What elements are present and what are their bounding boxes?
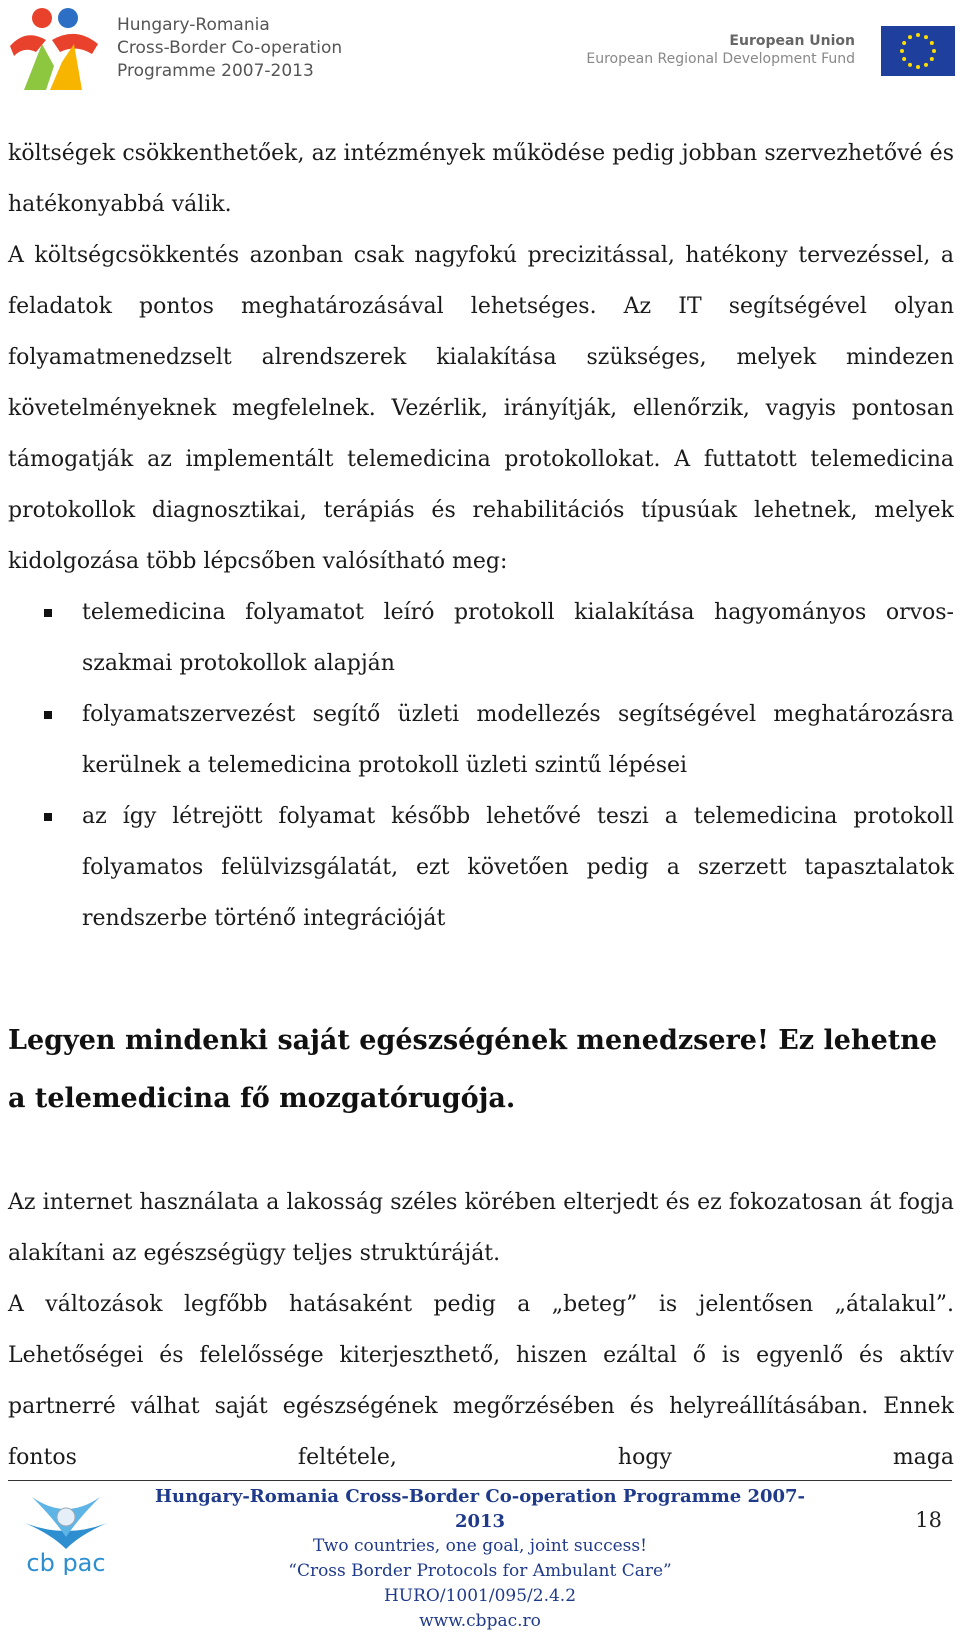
bullet-list xyxy=(8,587,954,944)
bullet-icon xyxy=(44,711,52,719)
eu-star-icon xyxy=(930,57,934,61)
footer-slogan: Two countries, one goal, joint success! xyxy=(313,1536,647,1556)
programme-title-line: Cross-Border Co-operation xyxy=(117,38,343,58)
cbpac-logo-icon xyxy=(12,1491,120,1575)
paragraph: költségek csökkenthetőek, az intézmények működése pedig jobban szervezhetővé és hatékonyabbá válik. xyxy=(8,141,954,217)
eu-label xyxy=(586,32,855,68)
footer-title: Hungary-Romania Cross-Border Co-operation Programme 2007-2013 xyxy=(154,1486,806,1532)
list-item xyxy=(8,587,954,689)
eu-star-icon xyxy=(930,41,934,45)
list-item xyxy=(8,791,954,944)
bullet-icon xyxy=(44,609,52,617)
footer-url[interactable]: www.cbpac.ro xyxy=(419,1611,541,1631)
cbpac-logo-text: cb pac xyxy=(26,1549,106,1575)
main-content xyxy=(8,128,954,944)
eu-star-icon xyxy=(902,41,906,45)
eu-star-icon xyxy=(916,65,920,69)
footer-code: HURO/1001/095/2.4.2 xyxy=(383,1586,577,1606)
eu-star-icon xyxy=(908,63,912,67)
eu-line-2: European Regional Development Fund xyxy=(586,51,855,67)
bullet-icon xyxy=(44,813,52,821)
paragraph: A változások legfőbb hatásaként pedig a „beteg” is jelentősen „átalakul”. Lehetőségei és felelőssége kiterjeszthető, hiszen ezáltal ő is egyenlő és aktív partnerré válhat saját egészségének megőrzésében és helyreállításában. Ennek fontos feltétele, hogy maga xyxy=(8,1292,954,1470)
list-item-text: folyamatszervezést segítő üzleti modellezés segítségével meghatározásra kerülnek a telemedicina protokoll üzleti szintű lépései xyxy=(82,702,954,778)
page-header xyxy=(0,0,960,110)
page-number: 18 xyxy=(915,1508,942,1532)
eu-star-icon xyxy=(924,63,928,67)
footer-divider xyxy=(8,1480,952,1481)
footer-info xyxy=(150,1484,810,1634)
eu-star-icon xyxy=(924,35,928,39)
list-item xyxy=(8,689,954,791)
programme-title xyxy=(117,14,342,83)
programme-title-line: Programme 2007-2013 xyxy=(117,61,314,81)
eu-star-icon xyxy=(902,57,906,61)
eu-star-icon xyxy=(932,49,936,53)
list-item-text: telemedicina folyamatot leíró protokoll kialakítása hagyományos orvos-szakmai protokollok alapján xyxy=(82,600,954,676)
eu-flag-icon xyxy=(881,26,955,76)
eu-star-icon xyxy=(900,49,904,53)
programme-title-line: Hungary-Romania xyxy=(117,15,270,35)
eu-star-icon xyxy=(908,35,912,39)
main-content-continued xyxy=(8,1177,954,1483)
footer-project: “Cross Border Protocols for Ambulant Care” xyxy=(288,1561,672,1581)
paragraph: A költségcsökkentés azonban csak nagyfokú precizitással, hatékony tervezéssel, a feladatok pontos meghatározásával lehetséges. Az IT segítségével olyan folyamatmenedzselt alrendszerek kialakítása szükséges, melyek mindezen követelményeknek megfelelnek. Vezérlik, irányítják, ellenőrzik, vagyis pontosan támogatják az implementált telemedicina protokollokat. A futtatott telemedicina protokollok diagnosztikai, terápiás és rehabilitációs típusúak lehetnek, melyek kidolgozása több lépcsőben valósítható meg: xyxy=(8,243,954,574)
section-heading: Legyen mindenki saját egészségének menedzsere! Ez lehetne a telemedicina fő mozgatórugója. xyxy=(8,1025,938,1114)
list-item-text: az így létrejött folyamat később lehetővé teszi a telemedicina protokoll folyamatos felülvizsgálatát, ezt követően pedig a szerzett tapasztalatok rendszerbe történő integrációját xyxy=(82,804,954,931)
eu-star-icon xyxy=(916,33,920,37)
programme-logo-icon xyxy=(6,4,102,94)
eu-line-1: European Union xyxy=(729,33,855,49)
paragraph: Az internet használata a lakosság széles körében elterjedt és ez fokozatosan át fogja alakítani az egészségügy teljes struktúráját. xyxy=(8,1190,954,1266)
